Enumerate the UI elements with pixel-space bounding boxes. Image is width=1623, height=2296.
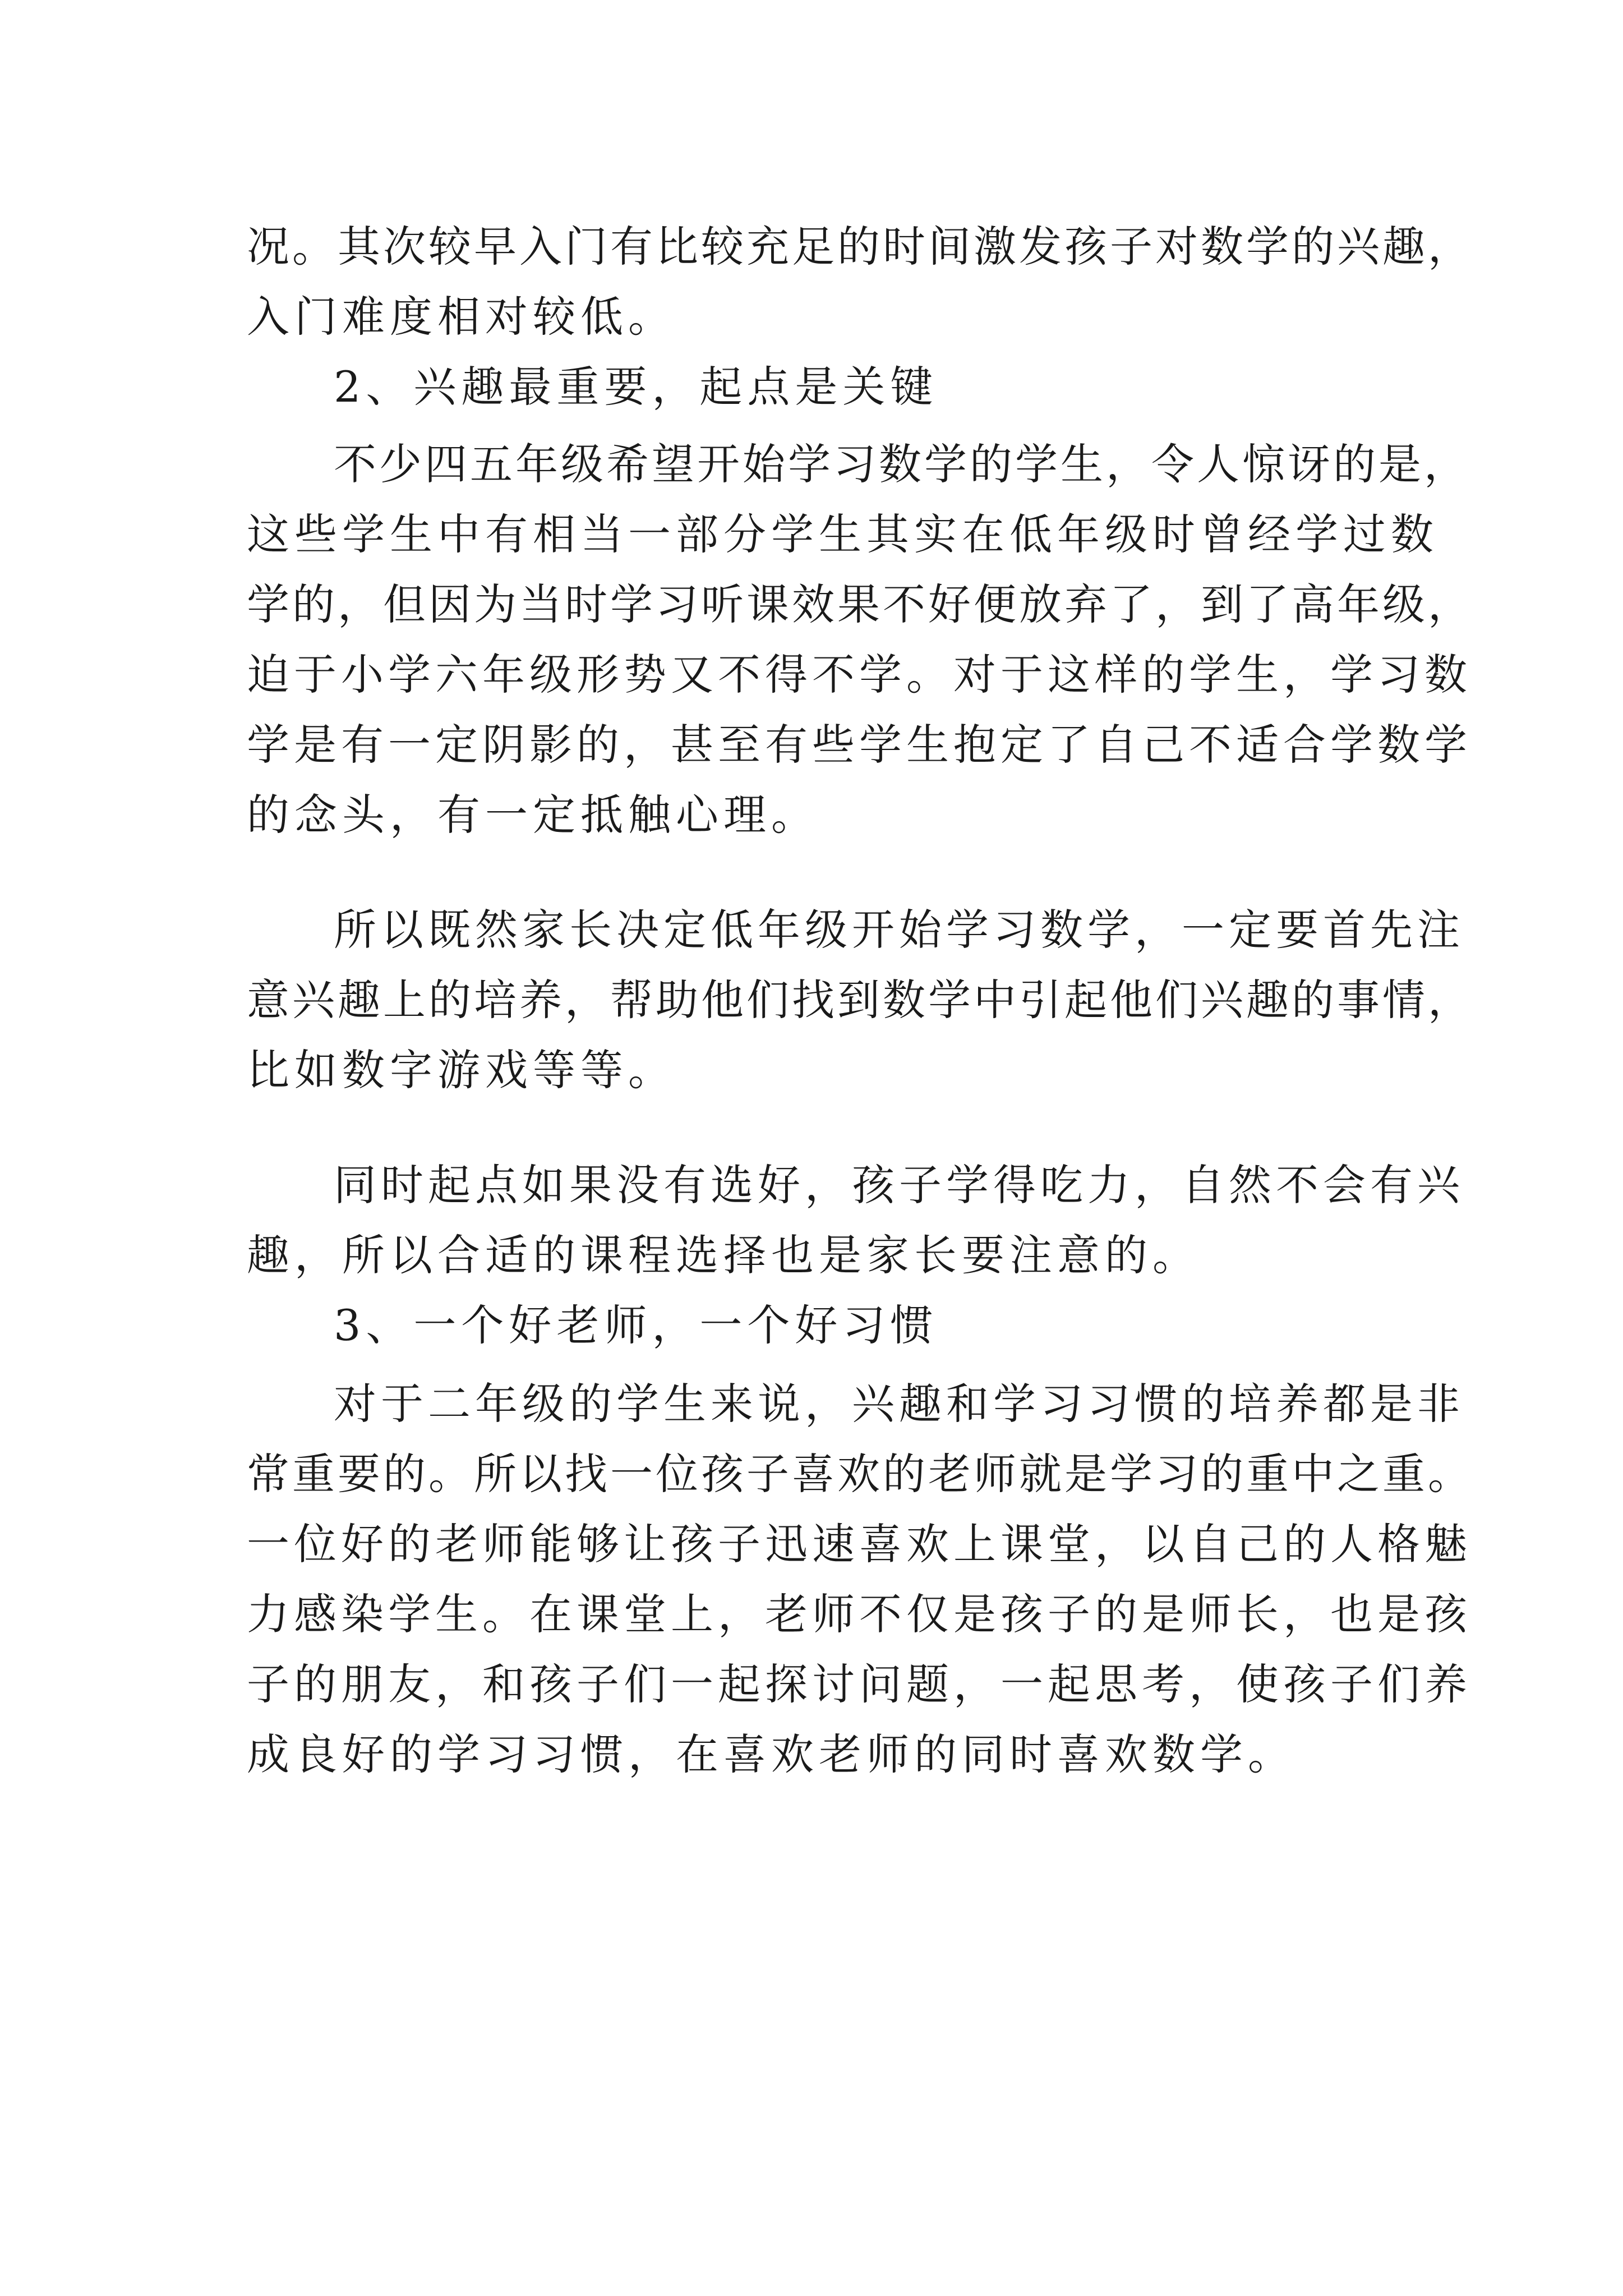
text-line: 同时起点如果没有选好，孩子学得吃力，自然不会有兴 bbox=[334, 1160, 1464, 1210]
text-line: 学是有一定阴影的，甚至有些学生抱定了自己不适合学数学 bbox=[247, 720, 1472, 770]
text-line: 学的，但因为当时学习听课效果不好便放弃了，到了高年级， bbox=[247, 579, 1473, 629]
text-line: 力感染学生。在课堂上，老师不仅是孩子的是师长，也是孩 bbox=[247, 1589, 1472, 1639]
text-line: 对于二年级的学生来说，兴趣和学习习惯的培养都是非 bbox=[334, 1379, 1464, 1429]
section-heading: 2、兴趣最重要，起点是关键 bbox=[334, 362, 938, 412]
text-line: 子的朋友，和孩子们一起探讨问题，一起思考，使孩子们养 bbox=[247, 1659, 1472, 1709]
text-line: 这些学生中有相当一部分学生其实在低年级时曾经学过数 bbox=[247, 509, 1438, 559]
text-line: 况。其次较早入门有比较充足的时间激发孩子对数学的兴趣， bbox=[247, 222, 1473, 272]
text-line: 趣，所以合适的课程选择也是家长要注意的。 bbox=[247, 1230, 1200, 1280]
text-line: 一位好的老师能够让孩子迅速喜欢上课堂，以自己的人格魅 bbox=[247, 1519, 1472, 1569]
text-line: 入门难度相对较低。 bbox=[247, 292, 676, 342]
text-line: 意兴趣上的培养，帮助他们找到数学中引起他们兴趣的事情， bbox=[247, 975, 1473, 1025]
text-line: 的念头，有一定抵触心理。 bbox=[247, 790, 819, 840]
text-line: 所以既然家长决定低年级开始学习数学，一定要首先注 bbox=[334, 905, 1464, 955]
text-line: 成良好的学习习惯，在喜欢老师的同时喜欢数学。 bbox=[247, 1729, 1295, 1779]
section-heading: 3、一个好老师，一个好习惯 bbox=[334, 1300, 938, 1350]
text-line: 常重要的。所以找一位孩子喜欢的老师就是学习的重中之重。 bbox=[247, 1449, 1473, 1499]
text-line: 迫于小学六年级形势又不得不学。对于这样的学生，学习数 bbox=[247, 650, 1472, 700]
text-line: 不少四五年级希望开始学习数学的学生，令人惊讶的是， bbox=[334, 439, 1469, 489]
text-line: 比如数字游戏等等。 bbox=[247, 1045, 676, 1095]
